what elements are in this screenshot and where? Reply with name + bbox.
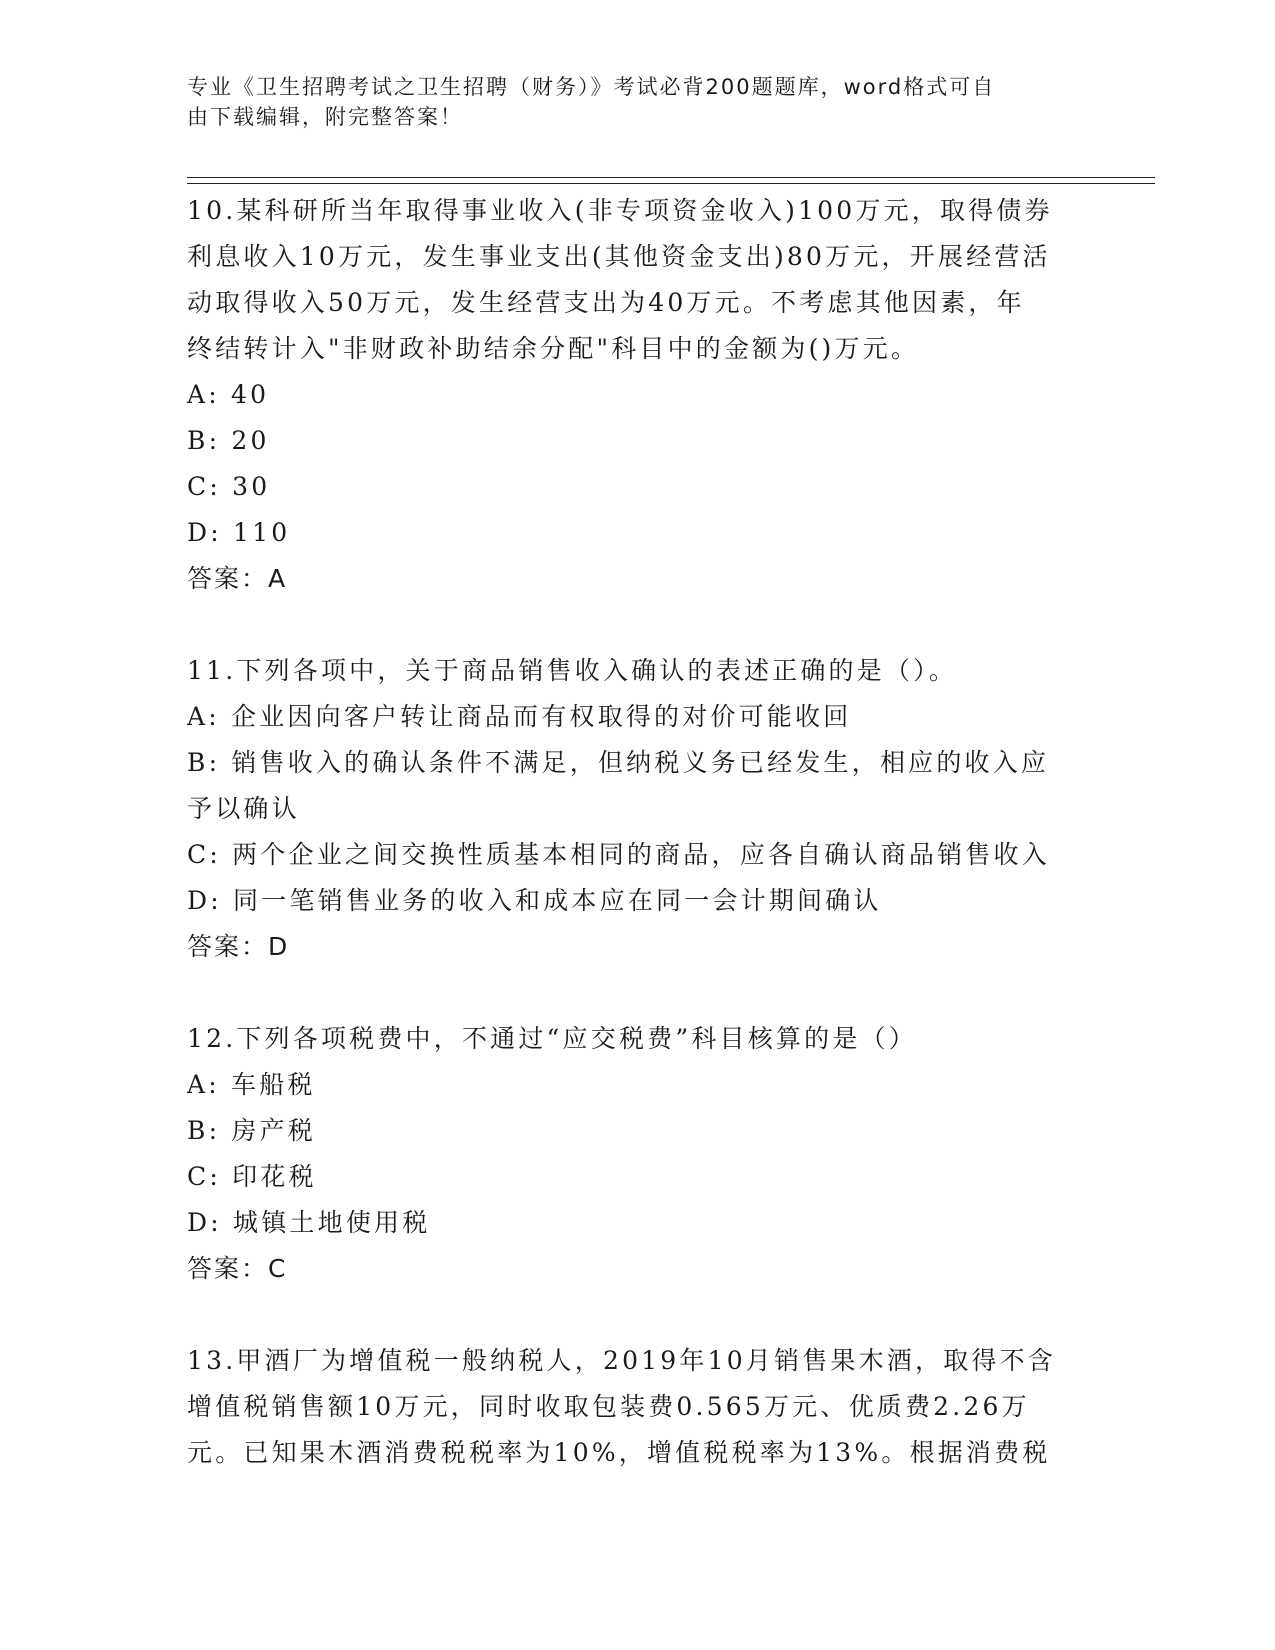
- document-header: [187, 72, 1067, 132]
- option-c: C: 两个企业之间交换性质基本相同的商品，应各自确认商品销售收入: [187, 840, 1050, 869]
- question-stem-line: 增值税销售额10万元，同时收取包装费0.565万元、优质费2.26万: [187, 1392, 1030, 1421]
- question-stem-line: 13.甲酒厂为增值税一般纳税人，2019年10月销售果木酒，取得不含: [187, 1346, 1056, 1375]
- question-10: [187, 188, 1087, 602]
- question-spacer: [187, 602, 1087, 648]
- question-11: [187, 648, 1087, 970]
- header-line-1: 专业《卫生招聘考试之卫生招聘（财务）》考试必背200题题库，word格式可自: [187, 75, 996, 99]
- option-d: D: 同一笔销售业务的收入和成本应在同一会计期间确认: [187, 886, 882, 915]
- option-d: D: 110: [187, 518, 291, 547]
- question-spacer: [187, 970, 1087, 1016]
- question-13: [187, 1338, 1087, 1476]
- header-divider-bottom: [187, 183, 1155, 184]
- question-stem-line: 终结转计入"非财政补助结余分配"科目中的金额为()万元。: [187, 334, 920, 363]
- option-d: D: 城镇土地使用税: [187, 1208, 431, 1237]
- option-a: A: 企业因向客户转让商品而有权取得的对价可能收回: [187, 702, 852, 731]
- answer-label: 答案：D: [187, 932, 290, 961]
- option-b: B: 房产税: [187, 1116, 316, 1145]
- option-b-continued: 予以确认: [187, 794, 300, 823]
- question-stem-line: 11.下列各项中，关于商品销售收入确认的表述正确的是（）。: [187, 656, 958, 685]
- question-stem-line: 动取得收入50万元，发生经营支出为40万元。不考虑其他因素，年: [187, 288, 1025, 317]
- option-a: A: 车船税: [187, 1070, 316, 1099]
- option-a: A: 40: [187, 380, 270, 409]
- question-stem-line: 元。已知果木酒消费税税率为10%，增值税税率为13%。根据消费税: [187, 1438, 1051, 1467]
- option-c: C: 30: [187, 472, 271, 501]
- option-c: C: 印花税: [187, 1162, 317, 1191]
- header-line-2: 由下载编辑，附完整答案！: [187, 105, 463, 129]
- question-stem-line: 利息收入10万元，发生事业支出(其他资金支出)80万元，开展经营活: [187, 242, 1051, 271]
- question-spacer: [187, 1292, 1087, 1338]
- question-12: [187, 1016, 1087, 1292]
- question-list: [187, 188, 1087, 1476]
- question-stem-line: 12.下列各项税费中，不通过“应交税费”科目核算的是（）: [187, 1024, 917, 1053]
- option-b: B: 20: [187, 426, 270, 455]
- question-stem-line: 10.某科研所当年取得事业收入(非专项资金收入)100万元，取得债券: [187, 196, 1053, 225]
- option-b: B: 销售收入的确认条件不满足，但纳税义务已经发生，相应的收入应: [187, 748, 1050, 777]
- header-divider-top: [187, 177, 1155, 178]
- answer-label: 答案：C: [187, 1254, 288, 1283]
- answer-label: 答案：A: [187, 564, 288, 593]
